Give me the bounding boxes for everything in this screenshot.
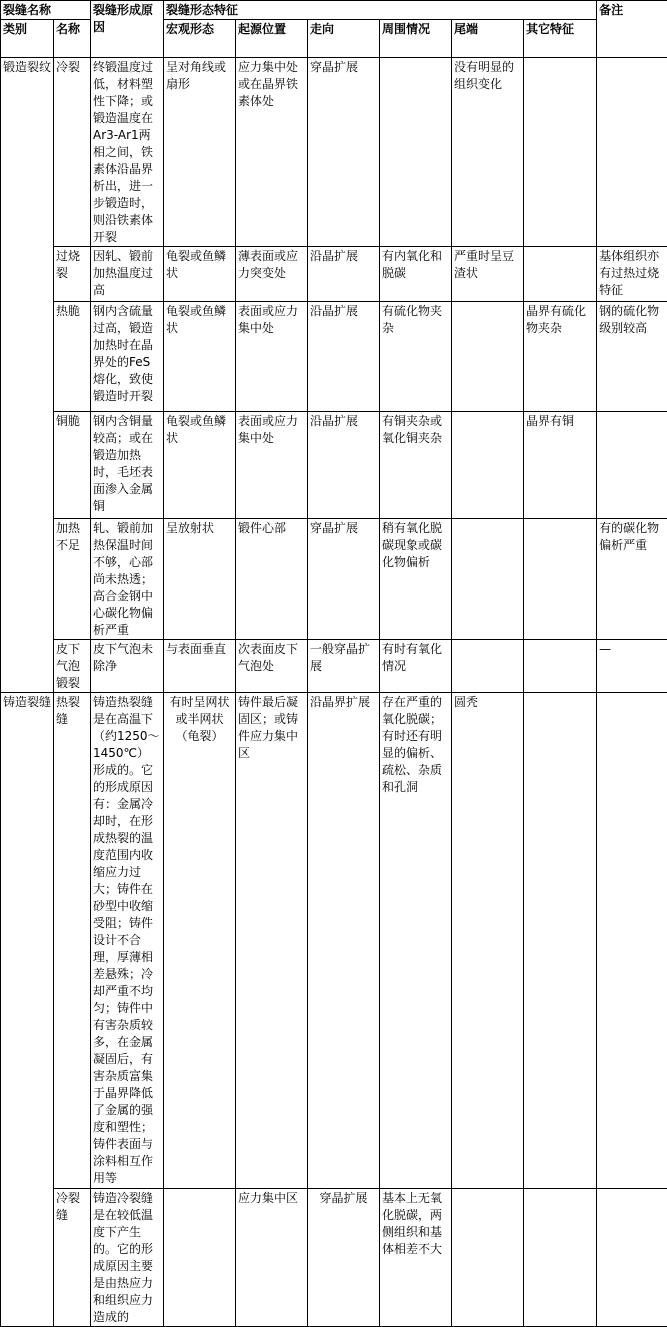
name-cell: 铜脆 xyxy=(54,412,91,519)
header-cause: 裂缝形成原因 xyxy=(91,1,164,58)
direction-cell: 穿晶扩展 xyxy=(308,1189,380,1327)
category-cell: 锻造裂纹 xyxy=(1,58,54,693)
origin-cell: 锻件心部 xyxy=(236,519,308,640)
origin-cell: 薄表面或应力突变处 xyxy=(236,247,308,302)
name-cell: 冷裂 xyxy=(54,58,91,247)
macro-cell: 呈对角线或扇形 xyxy=(164,58,236,247)
cause-cell: 钢内含硫量过高，锻造加热时在晶界处的FeS熔化，致使锻造时开裂 xyxy=(91,302,164,412)
tail-cell: 圆秃 xyxy=(452,693,524,1189)
surrounding-cell: 有硫化物夹杂 xyxy=(380,302,452,412)
direction-cell: 穿晶扩展 xyxy=(308,58,380,247)
table-row xyxy=(1,693,667,1189)
category-cell: 铸造裂缝 xyxy=(1,693,54,1327)
direction-cell: 沿晶扩展 xyxy=(308,302,380,412)
cause-cell: 钢内含铜量较高；或在锻造加热时，毛坯表面渗入金属铜 xyxy=(91,412,164,519)
other-cell xyxy=(524,58,597,247)
direction-cell: 沿晶界扩展 xyxy=(308,693,380,1189)
surrounding-cell: 存在严重的氧化脱碳；有时还有明显的偏析、疏松、杂质和孔洞 xyxy=(380,693,452,1189)
macro-cell: 与表面垂直 xyxy=(164,640,236,693)
other-cell xyxy=(524,640,597,693)
remark-cell xyxy=(597,58,667,247)
table-row xyxy=(1,302,667,412)
header-direction: 走向 xyxy=(308,20,380,58)
surrounding-cell: 基本上无氧化脱碳，两侧组织和基体相差不大 xyxy=(380,1189,452,1327)
name-cell: 热脆 xyxy=(54,302,91,412)
remark-cell: — xyxy=(597,640,667,693)
name-cell: 热裂缝 xyxy=(54,693,91,1189)
cause-cell: 因轧、锻前加热温度过高 xyxy=(91,247,164,302)
cause-cell: 铸造热裂缝是在高温下（约1250～1450℃）形成的。它的形成原因有：金属冷却时，在形成热裂的温度范围内收缩应力过大；铸件在砂型中收缩受阻；铸件设计不合理，厚薄相差悬殊；冷却严重不均匀；铸件中有害杂质较多，在金属凝固后，有害杂质富集于晶界降低了金属的强度和塑性；铸件表面与涂料相互作用等 xyxy=(91,693,164,1189)
cause-cell: 铸造冷裂缝是在较低温度下产生的。它的形成原因主要是由热应力和组织应力造成的 xyxy=(91,1189,164,1327)
direction-cell: 一般穿晶扩展 xyxy=(308,640,380,693)
macro-cell: 龟裂或鱼鳞状 xyxy=(164,247,236,302)
remark-cell: 有的碳化物偏析严重 xyxy=(597,519,667,640)
macro-cell: 有时呈网状或半网状（龟裂） xyxy=(164,693,236,1189)
origin-cell: 应力集中处或在晶界铁素体处 xyxy=(236,58,308,247)
table-row xyxy=(1,640,667,693)
table-row xyxy=(1,1189,667,1327)
surrounding-cell: 有时有氧化情况 xyxy=(380,640,452,693)
remark-cell: 基体组织亦有过热过烧特征 xyxy=(597,247,667,302)
name-cell: 过烧裂 xyxy=(54,247,91,302)
other-cell xyxy=(524,1189,597,1327)
cause-cell: 皮下气泡未除净 xyxy=(91,640,164,693)
macro-cell: 呈放射状 xyxy=(164,519,236,640)
table-row xyxy=(1,247,667,302)
header-category: 类别 xyxy=(1,20,54,58)
macro-cell: 龟裂或鱼鳞状 xyxy=(164,412,236,519)
name-cell: 加热不足 xyxy=(54,519,91,640)
other-cell: 晶界有硫化物夹杂 xyxy=(524,302,597,412)
table-row xyxy=(1,519,667,640)
cause-cell: 轧、锻前加热保温时间不够，心部尚未热透；高合金钢中心碳化物偏析严重 xyxy=(91,519,164,640)
name-cell: 皮下气泡锻裂 xyxy=(54,640,91,693)
origin-cell: 应力集中区 xyxy=(236,1189,308,1327)
header-macro: 宏观形态 xyxy=(164,20,236,58)
macro-cell xyxy=(164,1189,236,1327)
header-origin: 起源位置 xyxy=(236,20,308,58)
macro-cell: 龟裂或鱼鳞状 xyxy=(164,302,236,412)
remark-cell xyxy=(597,412,667,519)
tail-cell xyxy=(452,302,524,412)
remark-cell xyxy=(597,693,667,1189)
tail-cell xyxy=(452,519,524,640)
origin-cell: 铸件最后凝固区；或铸件应力集中区 xyxy=(236,693,308,1189)
header-other: 其它特征 xyxy=(524,20,597,58)
origin-cell: 表面或应力集中处 xyxy=(236,412,308,519)
name-cell: 冷裂缝 xyxy=(54,1189,91,1327)
header-tail: 尾端 xyxy=(452,20,524,58)
other-cell xyxy=(524,693,597,1189)
tail-cell: 严重时呈豆渣状 xyxy=(452,247,524,302)
tail-cell xyxy=(452,1189,524,1327)
other-cell xyxy=(524,247,597,302)
surrounding-cell: 稍有氧化脱碳现象或碳化物偏析 xyxy=(380,519,452,640)
tail-cell: 没有明显的组织变化 xyxy=(452,58,524,247)
surrounding-cell: 有内氧化和脱碳 xyxy=(380,247,452,302)
table-row xyxy=(1,58,667,247)
origin-cell: 次表面皮下气泡处 xyxy=(236,640,308,693)
other-cell: 晶界有铜 xyxy=(524,412,597,519)
direction-cell: 穿晶扩展 xyxy=(308,519,380,640)
cause-cell: 终锻温度过低，材料塑性下降；或锻造温度在Ar3-Ar1两相之间，铁素体沿晶界析出，进一步锻造时，则沿铁素体开裂 xyxy=(91,58,164,247)
header-name: 名称 xyxy=(54,20,91,58)
header-remark: 备注 xyxy=(597,1,667,58)
surrounding-cell xyxy=(380,58,452,247)
header-surrounding: 周围情况 xyxy=(380,20,452,58)
header-row-top xyxy=(1,1,667,20)
origin-cell: 表面或应力集中处 xyxy=(236,302,308,412)
remark-cell xyxy=(597,1189,667,1327)
tail-cell xyxy=(452,412,524,519)
other-cell xyxy=(524,519,597,640)
table-row xyxy=(1,412,667,519)
tail-cell xyxy=(452,640,524,693)
header-crack-name: 裂缝名称 xyxy=(1,1,91,20)
surrounding-cell: 有铜夹杂或氧化铜夹杂 xyxy=(380,412,452,519)
remark-cell: 钢的硫化物级别较高 xyxy=(597,302,667,412)
direction-cell: 沿晶扩展 xyxy=(308,412,380,519)
header-features: 裂缝形态特征 xyxy=(164,1,597,20)
direction-cell: 沿晶扩展 xyxy=(308,247,380,302)
